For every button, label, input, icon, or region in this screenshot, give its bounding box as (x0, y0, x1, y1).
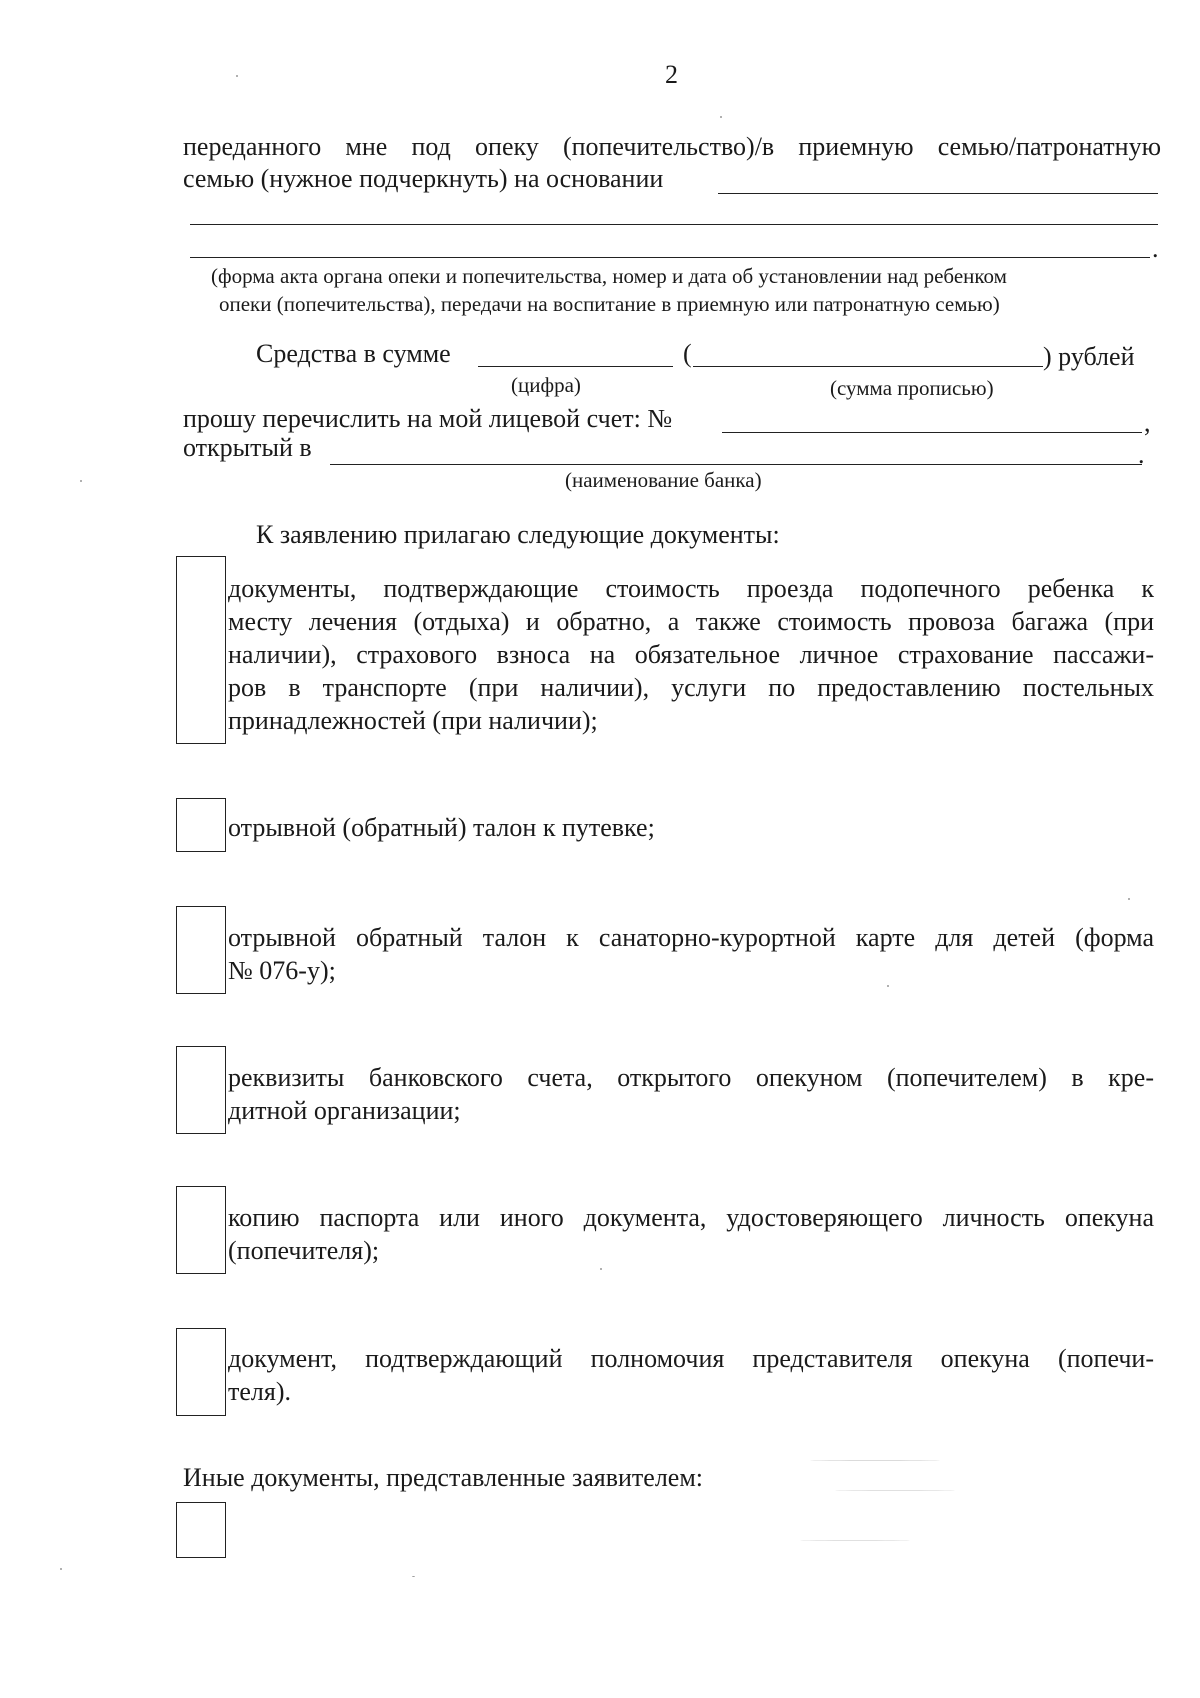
attachment-1-line: наличии), страхового взноса на обязательное личное страхование пассажи- (228, 640, 1154, 669)
attachment-3-line: отрывной обратный талон к санаторно-курортной карте для детей (форма (228, 923, 1154, 952)
basis-caption-line-1: (форма акта органа опеки и попечительства, номер и дата об установлении над ребенком (211, 264, 1007, 288)
page-number: 2 (665, 60, 678, 89)
scan-speck (887, 985, 889, 987)
other-documents-label: Иные документы, представленные заявителем: (183, 1463, 704, 1492)
scan-speck (236, 75, 238, 77)
attachment-1-checkbox[interactable] (176, 556, 226, 744)
account-period: . (1138, 440, 1145, 469)
scan-speck (60, 1568, 62, 1570)
attachment-3-line: № 076-у); (228, 956, 336, 985)
attachment-5-line: (попечителя); (228, 1236, 380, 1265)
scan-smudge (800, 1540, 910, 1541)
attachment-3-checkbox[interactable] (176, 906, 226, 994)
attachment-6-line: теля). (228, 1377, 291, 1406)
bank-name-field[interactable] (330, 464, 1142, 465)
attachments-intro: К заявлению прилагаю следующие документы: (256, 520, 780, 549)
account-number-field[interactable] (722, 432, 1142, 433)
account-label: прошу перечислить на мой лицевой счет: № (183, 404, 673, 433)
attachment-1-line: месту лечения (отдыха) и обратно, а также стоимость провоза багажа (при (228, 607, 1154, 636)
scan-speck (412, 1576, 415, 1577)
attachment-4-line: дитной организации; (228, 1096, 461, 1125)
scan-speck (1128, 898, 1130, 900)
account-comma: , (1144, 408, 1151, 437)
amount-open-paren: ( (683, 339, 692, 368)
attachment-2-checkbox[interactable] (176, 798, 226, 852)
attachment-1-line: ров в транспорте (при наличии), услуги по предоставлению постельных (228, 673, 1154, 702)
bank-caption: (наименование банка) (565, 468, 762, 492)
scan-speck (720, 116, 722, 118)
scan-smudge (835, 1490, 955, 1491)
attachment-2-line: отрывной (обратный) талон к путевке; (228, 813, 655, 842)
amount-digits-caption: (цифра) (511, 373, 581, 397)
attachment-5-text (228, 1201, 1154, 1267)
basis-period: . (1152, 234, 1159, 263)
attachment-4-line: реквизиты банковского счета, открытого опекуном (попечителем) в кре- (228, 1063, 1154, 1092)
amount-words-caption: (сумма прописью) (830, 376, 994, 400)
attachment-5-line: копию паспорта или иного документа, удостоверяющего личность опекуна (228, 1203, 1154, 1232)
basis-field-line-2[interactable] (190, 224, 1158, 225)
amount-digits-field[interactable] (478, 366, 673, 367)
basis-field-line-1[interactable] (718, 193, 1158, 194)
attachment-6-checkbox[interactable] (176, 1328, 226, 1416)
attachment-5-checkbox[interactable] (176, 1186, 226, 1274)
attachment-3-text (228, 921, 1154, 987)
account-opened-label: открытый в (183, 433, 312, 462)
basis-caption-line-2: опеки (попечительства), передачи на воспитание в приемную или патронатную семью) (219, 292, 1000, 316)
header-line-1 (183, 132, 1161, 162)
amount-label: Средства в сумме (256, 339, 451, 368)
scan-speck (80, 480, 82, 482)
attachment-1-line: принадлежностей (при наличии); (228, 706, 598, 735)
attachment-1-line: документы, подтверждающие стоимость проезда подопечного ребенка к (228, 574, 1154, 603)
basis-field-line-3[interactable] (190, 257, 1150, 258)
amount-currency: ) рублей (1043, 342, 1135, 371)
scan-smudge (810, 1460, 940, 1461)
header-line-2: семью (нужное подчеркнуть) на основании (183, 164, 664, 193)
amount-words-field[interactable] (693, 366, 1043, 367)
attachment-4-text (228, 1061, 1154, 1127)
scan-speck (600, 1268, 602, 1270)
attachment-6-line: документ, подтверждающий полномочия представителя опекуна (попечи- (228, 1344, 1154, 1373)
attachment-6-text (228, 1342, 1154, 1408)
attachment-1-text (228, 572, 1154, 737)
header-line-1-text: переданного мне под опеку (попечительство)/в приемную семью/патронатную (183, 132, 1161, 161)
attachment-2-text (228, 811, 1154, 844)
attachment-4-checkbox[interactable] (176, 1046, 226, 1134)
other-documents-checkbox[interactable] (176, 1502, 226, 1558)
